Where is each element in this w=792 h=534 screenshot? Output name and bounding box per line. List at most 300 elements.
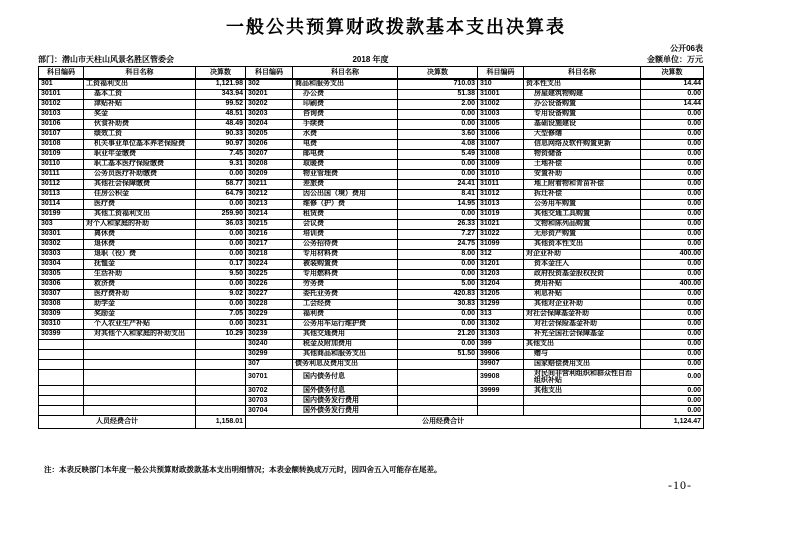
subject-name-cell: 专用材料费	[293, 249, 398, 259]
amount-cell: 0.00	[641, 189, 704, 199]
table-label: 公开06表	[670, 44, 703, 53]
subject-name-cell: 办公设备购置	[524, 99, 641, 109]
subject-name-cell: 基础设施建设	[524, 119, 641, 129]
column-header: 科目名称	[84, 67, 196, 80]
subject-name-cell: 被装购置费	[293, 259, 398, 269]
amount-cell: 0.00	[641, 229, 704, 239]
amount-cell: 9.31	[196, 159, 246, 169]
subject-code-cell: 30209	[246, 169, 293, 179]
subject-code-cell: 30103	[39, 109, 84, 119]
subject-name-cell	[84, 385, 196, 395]
amount-cell: 710.03	[398, 79, 478, 89]
subject-code-cell: 30202	[246, 99, 293, 109]
subject-name-cell: 利息补贴	[524, 289, 641, 299]
amount-cell: 21.20	[398, 329, 478, 339]
table-body	[39, 79, 704, 428]
page-number: -10-	[668, 478, 692, 492]
subject-code-cell: 30703	[246, 395, 293, 405]
subject-name-cell: 对民间非营利组织和群众性自治组织补贴	[524, 369, 641, 385]
subject-code-cell	[39, 349, 84, 359]
subject-code-cell: 312	[478, 249, 524, 259]
subject-code-cell: 30308	[39, 299, 84, 309]
fiscal-year-label: 2018 年度	[352, 55, 389, 64]
subject-code-cell	[39, 369, 84, 385]
subject-name-cell: 邮电费	[293, 149, 398, 159]
table-row	[39, 179, 704, 189]
table-row	[39, 109, 704, 119]
table-row	[39, 339, 704, 349]
amount-cell: 0.00	[641, 169, 704, 179]
subject-name-cell: 对其他个人和家庭的补助支出	[84, 329, 196, 339]
table-header	[39, 67, 704, 80]
table-row	[39, 299, 704, 309]
subject-name-cell: 物资储备	[524, 149, 641, 159]
subject-code-cell: 30310	[39, 319, 84, 329]
amount-cell: 0.00	[641, 209, 704, 219]
subject-name-cell	[84, 339, 196, 349]
subject-name-cell: 商品和服务支出	[293, 79, 398, 89]
subject-name-cell	[524, 395, 641, 405]
subject-code-cell: 30111	[39, 169, 84, 179]
subject-code-cell: 31005	[478, 119, 524, 129]
subject-code-cell: 301	[39, 79, 84, 89]
table-row	[39, 309, 704, 319]
amount-cell: 7.05	[196, 309, 246, 319]
amount-cell	[398, 385, 478, 395]
subject-code-cell	[39, 359, 84, 369]
table-row	[39, 189, 704, 199]
subject-name-cell: 其他交通费用	[293, 329, 398, 339]
subject-name-cell: 离休费	[84, 229, 196, 239]
amount-cell: 7.27	[398, 229, 478, 239]
subject-name-cell: 其他资本性支出	[524, 239, 641, 249]
subject-name-cell: 专用燃料费	[293, 269, 398, 279]
subject-name-cell: 其他对企业补助	[524, 299, 641, 309]
table-row	[39, 395, 704, 405]
subject-name-cell: 退休费	[84, 239, 196, 249]
subject-code-cell: 30213	[246, 199, 293, 209]
subject-name-cell: 地上附着物和青苗补偿	[524, 179, 641, 189]
subject-name-cell: 取暖费	[293, 159, 398, 169]
amount-cell: 0.00	[196, 239, 246, 249]
amount-cell: 3.60	[398, 129, 478, 139]
amount-cell: 5.00	[398, 279, 478, 289]
subject-code-cell: 30303	[39, 249, 84, 259]
amount-cell: 0.00	[196, 249, 246, 259]
subject-name-cell: 差旅费	[293, 179, 398, 189]
page-title: 一般公共预算财政拨款基本支出决算表	[226, 17, 566, 37]
table-row	[39, 349, 704, 359]
subject-name-cell: 其他交通工具购置	[524, 209, 641, 219]
amount-cell: 0.00	[196, 229, 246, 239]
subject-name-cell: 办公费	[293, 89, 398, 99]
subject-code-cell: 31009	[478, 159, 524, 169]
column-header: 科目编码	[246, 67, 293, 80]
subject-name-cell: 住房公积金	[84, 189, 196, 199]
subject-code-cell: 30309	[39, 309, 84, 319]
subject-code-cell: 31022	[478, 229, 524, 239]
subject-code-cell: 30102	[39, 99, 84, 109]
table-row	[39, 119, 704, 129]
amount-cell: 0.00	[196, 199, 246, 209]
amount-cell: 0.00	[641, 385, 704, 395]
subject-name-cell: 信息网络及软件购置更新	[524, 139, 641, 149]
subject-name-cell: 印刷费	[293, 99, 398, 109]
amount-cell: 1,121.98	[196, 79, 246, 89]
subject-name-cell: 土地补偿	[524, 159, 641, 169]
amount-cell	[196, 369, 246, 385]
amount-cell: 0.00	[398, 109, 478, 119]
subject-code-cell: 31203	[478, 269, 524, 279]
subject-name-cell: 其他支出	[524, 339, 641, 349]
subject-name-cell: 国外债务发行费用	[293, 405, 398, 415]
subject-code-cell: 39999	[478, 385, 524, 395]
amount-cell: 7.45	[196, 149, 246, 159]
department-label: 部门：潜山市天柱山风景名胜区管委会	[38, 55, 174, 64]
column-header: 科目名称	[293, 67, 398, 80]
subject-name-cell	[84, 395, 196, 405]
subject-code-cell: 30211	[246, 179, 293, 189]
table-row	[39, 89, 704, 99]
amount-cell: 0.00	[641, 395, 704, 405]
subject-name-cell: 其他工资福利支出	[84, 209, 196, 219]
column-header: 决算数	[641, 67, 704, 80]
subject-code-cell: 31204	[478, 279, 524, 289]
amount-cell: 51.38	[398, 89, 478, 99]
subject-name-cell: 补充全国社会保障基金	[524, 329, 641, 339]
subject-code-cell: 31099	[478, 239, 524, 249]
column-header: 科目编码	[478, 67, 524, 80]
subject-name-cell: 公务招待费	[293, 239, 398, 249]
amount-cell: 400.00	[641, 249, 704, 259]
amount-cell: 0.00	[641, 309, 704, 319]
subject-code-cell: 30227	[246, 289, 293, 299]
column-header: 决算数	[196, 67, 246, 80]
subject-name-cell: 退职（役）费	[84, 249, 196, 259]
subject-name-cell: 基本工资	[84, 89, 196, 99]
subject-name-cell: 国外债务付息	[293, 385, 398, 395]
subject-code-cell: 31299	[478, 299, 524, 309]
subject-name-cell: 手续费	[293, 119, 398, 129]
amount-cell: 5.49	[398, 149, 478, 159]
subject-name-cell: 医疗费	[84, 199, 196, 209]
footnote: 注：本表反映部门本年度一般公共预算财政拨款基本支出明细情况；本表金额转换成万元时，因四舍五入可能存在尾差。	[44, 465, 442, 474]
subject-name-cell: 伙食补助费	[84, 119, 196, 129]
subject-code-cell	[39, 405, 84, 415]
subject-code-cell: 31205	[478, 289, 524, 299]
subject-code-cell: 30299	[246, 349, 293, 359]
amount-cell: 14.44	[641, 79, 704, 89]
amount-cell: 420.83	[398, 289, 478, 299]
subject-name-cell: 费用补贴	[524, 279, 641, 289]
subject-name-cell: 委托业务费	[293, 289, 398, 299]
subject-code-cell: 30207	[246, 149, 293, 159]
amount-cell: 2.00	[398, 99, 478, 109]
personnel-total-value: 1,158.01	[196, 415, 246, 428]
amount-cell: 0.00	[641, 129, 704, 139]
amount-cell: 0.00	[398, 309, 478, 319]
subject-code-cell: 30225	[246, 269, 293, 279]
subject-code-cell: 310	[478, 79, 524, 89]
subject-code-cell	[478, 395, 524, 405]
subject-name-cell: 助学金	[84, 299, 196, 309]
table-row	[39, 99, 704, 109]
amount-cell: 10.29	[196, 329, 246, 339]
subject-name-cell: 税金及附加费用	[293, 339, 398, 349]
subject-code-cell: 30203	[246, 109, 293, 119]
amount-cell: 0.00	[641, 349, 704, 359]
subject-code-cell: 30107	[39, 129, 84, 139]
subject-code-cell	[478, 405, 524, 415]
amount-cell: 0.00	[641, 339, 704, 349]
amount-cell: 0.00	[641, 149, 704, 159]
subject-name-cell: 对企业补助	[524, 249, 641, 259]
amount-cell: 4.08	[398, 139, 478, 149]
amount-cell: 0.00	[398, 259, 478, 269]
subject-code-cell: 30110	[39, 159, 84, 169]
public-total-label: 公用经费合计	[246, 415, 641, 428]
subject-code-cell: 30212	[246, 189, 293, 199]
table-meta	[38, 54, 703, 65]
amount-cell	[196, 339, 246, 349]
subject-name-cell: 专用设备购置	[524, 109, 641, 119]
subject-code-cell: 30302	[39, 239, 84, 249]
amount-cell: 9.02	[196, 289, 246, 299]
totals-row	[39, 415, 704, 428]
table-row	[39, 385, 704, 395]
subject-name-cell: 政府投资基金股权投资	[524, 269, 641, 279]
amount-cell: 58.77	[196, 179, 246, 189]
subject-name-cell: 职工基本医疗保险缴费	[84, 159, 196, 169]
subject-name-cell	[84, 369, 196, 385]
table-row	[39, 209, 704, 219]
subject-name-cell: 电费	[293, 139, 398, 149]
subject-code-cell: 30216	[246, 229, 293, 239]
table-row	[39, 249, 704, 259]
subject-name-cell: 福利费	[293, 309, 398, 319]
subject-code-cell: 39906	[478, 349, 524, 359]
subject-code-cell: 303	[39, 219, 84, 229]
amount-cell: 90.97	[196, 139, 246, 149]
subject-name-cell: 文物和陈列品购置	[524, 219, 641, 229]
subject-code-cell: 30214	[246, 209, 293, 219]
subject-name-cell: 机关事业单位基本养老保险费	[84, 139, 196, 149]
amount-cell: 0.00	[641, 239, 704, 249]
subject-name-cell	[84, 349, 196, 359]
amount-cell: 0.00	[641, 199, 704, 209]
amount-cell: 0.00	[398, 169, 478, 179]
amount-cell: 259.90	[196, 209, 246, 219]
subject-code-cell: 31001	[478, 89, 524, 99]
amount-cell: 26.33	[398, 219, 478, 229]
subject-code-cell: 31006	[478, 129, 524, 139]
amount-cell: 0.00	[641, 329, 704, 339]
subject-code-cell: 30204	[246, 119, 293, 129]
subject-code-cell: 30215	[246, 219, 293, 229]
personnel-total-label: 人员经费合计	[39, 415, 196, 428]
subject-name-cell: 其他支出	[524, 385, 641, 395]
table-row	[39, 199, 704, 209]
subject-code-cell: 31201	[478, 259, 524, 269]
subject-code-cell: 31013	[478, 199, 524, 209]
subject-code-cell: 30229	[246, 309, 293, 319]
amount-cell: 0.00	[196, 279, 246, 289]
column-header: 科目名称	[524, 67, 641, 80]
table-row	[39, 279, 704, 289]
table-row	[39, 219, 704, 229]
subject-name-cell: 债务利息及费用支出	[293, 359, 398, 369]
subject-name-cell: 公务用车运行维护费	[293, 319, 398, 329]
table-row	[39, 359, 704, 369]
amount-cell	[196, 349, 246, 359]
amount-cell: 24.75	[398, 239, 478, 249]
subject-name-cell: 大型修缮	[524, 129, 641, 139]
amount-cell: 51.50	[398, 349, 478, 359]
column-header: 科目编码	[39, 67, 84, 80]
subject-name-cell: 咨询费	[293, 109, 398, 119]
subject-name-cell: 国内债务付息	[293, 369, 398, 385]
subject-code-cell: 30704	[246, 405, 293, 415]
subject-code-cell: 31007	[478, 139, 524, 149]
subject-code-cell: 307	[246, 359, 293, 369]
subject-name-cell: 津贴补贴	[84, 99, 196, 109]
subject-code-cell: 39907	[478, 359, 524, 369]
subject-code-cell: 31011	[478, 179, 524, 189]
subject-code-cell: 31303	[478, 329, 524, 339]
subject-code-cell: 30239	[246, 329, 293, 339]
amount-cell: 0.00	[641, 139, 704, 149]
table-row	[39, 159, 704, 169]
amount-cell: 0.00	[641, 89, 704, 99]
subject-code-cell: 30399	[39, 329, 84, 339]
subject-code-cell: 30305	[39, 269, 84, 279]
table-row	[39, 289, 704, 299]
subject-code-cell: 30108	[39, 139, 84, 149]
subject-code-cell: 30106	[39, 119, 84, 129]
amount-cell: 64.79	[196, 189, 246, 199]
subject-code-cell: 30113	[39, 189, 84, 199]
subject-name-cell: 个人农业生产补贴	[84, 319, 196, 329]
subject-code-cell: 30307	[39, 289, 84, 299]
subject-name-cell: 对社会保险基金补助	[524, 319, 641, 329]
subject-name-cell: 绩效工资	[84, 129, 196, 139]
subject-code-cell: 31008	[478, 149, 524, 159]
subject-code-cell: 30101	[39, 89, 84, 99]
subject-code-cell: 31021	[478, 219, 524, 229]
amount-cell: 30.83	[398, 299, 478, 309]
subject-code-cell: 30231	[246, 319, 293, 329]
amount-cell: 90.33	[196, 129, 246, 139]
amount-cell: 14.44	[641, 99, 704, 109]
amount-cell: 0.00	[398, 119, 478, 129]
table-row	[39, 129, 704, 139]
table-row	[39, 319, 704, 329]
amount-cell: 0.00	[196, 319, 246, 329]
amount-cell: 0.17	[196, 259, 246, 269]
subject-code-cell: 31302	[478, 319, 524, 329]
subject-name-cell: 奖金	[84, 109, 196, 119]
amount-cell: 0.00	[196, 169, 246, 179]
subject-name-cell: 生活补助	[84, 269, 196, 279]
amount-cell	[196, 405, 246, 415]
subject-code-cell: 30301	[39, 229, 84, 239]
subject-name-cell: 劳务费	[293, 279, 398, 289]
table-row	[39, 405, 704, 415]
subject-code-cell: 30208	[246, 159, 293, 169]
subject-code-cell	[39, 339, 84, 349]
subject-code-cell: 31002	[478, 99, 524, 109]
subject-name-cell: 资本性支出	[524, 79, 641, 89]
subject-code-cell: 30217	[246, 239, 293, 249]
subject-code-cell: 31003	[478, 109, 524, 119]
subject-name-cell: 救济费	[84, 279, 196, 289]
subject-code-cell: 30218	[246, 249, 293, 259]
subject-code-cell: 30304	[39, 259, 84, 269]
subject-name-cell: 租赁费	[293, 209, 398, 219]
subject-name-cell: 因公出国（境）费用	[293, 189, 398, 199]
table-row	[39, 269, 704, 279]
subject-code-cell: 31012	[478, 189, 524, 199]
subject-code-cell: 30224	[246, 259, 293, 269]
subject-code-cell	[39, 385, 84, 395]
subject-code-cell: 399	[478, 339, 524, 349]
subject-name-cell: 赠与	[524, 349, 641, 359]
amount-cell: 0.00	[641, 219, 704, 229]
subject-code-cell: 30205	[246, 129, 293, 139]
subject-code-cell: 30228	[246, 299, 293, 309]
subject-code-cell: 30112	[39, 179, 84, 189]
subject-name-cell: 工资福利支出	[84, 79, 196, 89]
subject-name-cell: 房屋建筑物购建	[524, 89, 641, 99]
amount-cell: 0.00	[641, 369, 704, 385]
subject-code-cell: 31010	[478, 169, 524, 179]
amount-cell: 0.00	[641, 359, 704, 369]
subject-code-cell: 302	[246, 79, 293, 89]
subject-name-cell: 物业管理费	[293, 169, 398, 179]
amount-cell: 0.00	[641, 405, 704, 415]
amount-cell: 48.49	[196, 119, 246, 129]
subject-name-cell: 会议费	[293, 219, 398, 229]
amount-cell: 9.50	[196, 269, 246, 279]
table-row	[39, 239, 704, 249]
subject-code-cell: 30109	[39, 149, 84, 159]
subject-name-cell: 工会经费	[293, 299, 398, 309]
amount-cell: 99.52	[196, 99, 246, 109]
amount-cell: 0.00	[641, 119, 704, 129]
amount-cell: 0.00	[641, 109, 704, 119]
amount-cell: 0.00	[398, 269, 478, 279]
table-row	[39, 149, 704, 159]
amount-cell: 0.00	[398, 319, 478, 329]
subject-name-cell: 其他商品和服务支出	[293, 349, 398, 359]
amount-cell: 48.51	[196, 109, 246, 119]
table-row	[39, 79, 704, 89]
table-row	[39, 259, 704, 269]
amount-cell	[398, 395, 478, 405]
amount-cell: 8.41	[398, 189, 478, 199]
subject-name-cell: 国内债务发行费用	[293, 395, 398, 405]
subject-name-cell: 维修（护）费	[293, 199, 398, 209]
subject-name-cell: 职业年金缴费	[84, 149, 196, 159]
subject-code-cell: 39908	[478, 369, 524, 385]
amount-cell: 14.95	[398, 199, 478, 209]
subject-name-cell: 培训费	[293, 229, 398, 239]
subject-name-cell: 对个人和家庭的补助	[84, 219, 196, 229]
subject-code-cell: 30199	[39, 209, 84, 219]
table-row	[39, 169, 704, 179]
subject-name-cell	[84, 405, 196, 415]
amount-cell: 0.00	[641, 319, 704, 329]
